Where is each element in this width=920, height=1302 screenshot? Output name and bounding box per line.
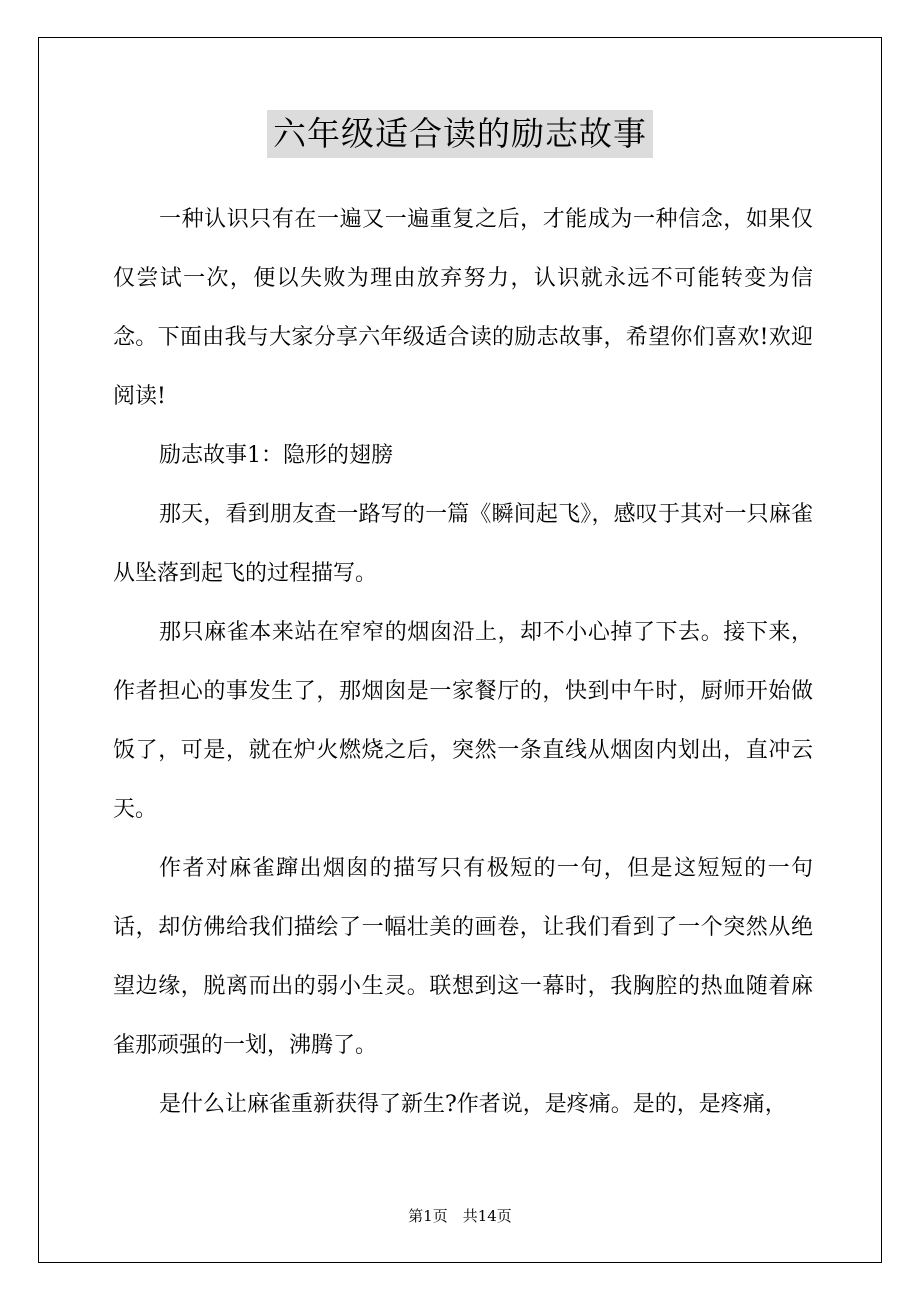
document-title: 六年级适合读的励志故事 bbox=[267, 110, 653, 158]
document-body bbox=[113, 190, 813, 1134]
paragraph-intro: 一种认识只有在一遍又一遍重复之后，才能成为一种信念，如果仅仅尝试一次，便以失败为理由放弃努力，认识就永远不可能转变为信念。下面由我与大家分享六年级适合读的励志故事，希望你们喜欢!欢迎阅读! bbox=[113, 207, 813, 409]
paragraph-4: 是什么让麻雀重新获得了新生?作者说，是疼痛。是的，是疼痛， bbox=[159, 1092, 787, 1117]
page-number-footer: 第1页 共14页 bbox=[408, 1207, 512, 1225]
title-area bbox=[0, 110, 920, 158]
paragraph-1: 那天，看到朋友查一路写的一篇《瞬间起飞》，感叹于其对一只麻雀从坠落到起飞的过程描写。 bbox=[113, 502, 813, 586]
paragraph-2: 那只麻雀本来站在窄窄的烟囱沿上，却不小心掉了下去。接下来，作者担心的事发生了，那烟囱是一家餐厅的，快到中午时，厨师开始做饭了，可是，就在炉火燃烧之后，突然一条直线从烟囱内划出，直冲云天。 bbox=[113, 620, 813, 822]
story-heading: 励志故事1：隐形的翅膀 bbox=[159, 443, 393, 468]
paragraph-3: 作者对麻雀蹿出烟囱的描写只有极短的一句，但是这短短的一句话，却仿佛给我们描绘了一幅壮美的画卷，让我们看到了一个突然从绝望边缘，脱离而出的弱小生灵。联想到这一幕时，我胸腔的热血随着麻雀那顽强的一划，沸腾了。 bbox=[113, 856, 813, 1058]
